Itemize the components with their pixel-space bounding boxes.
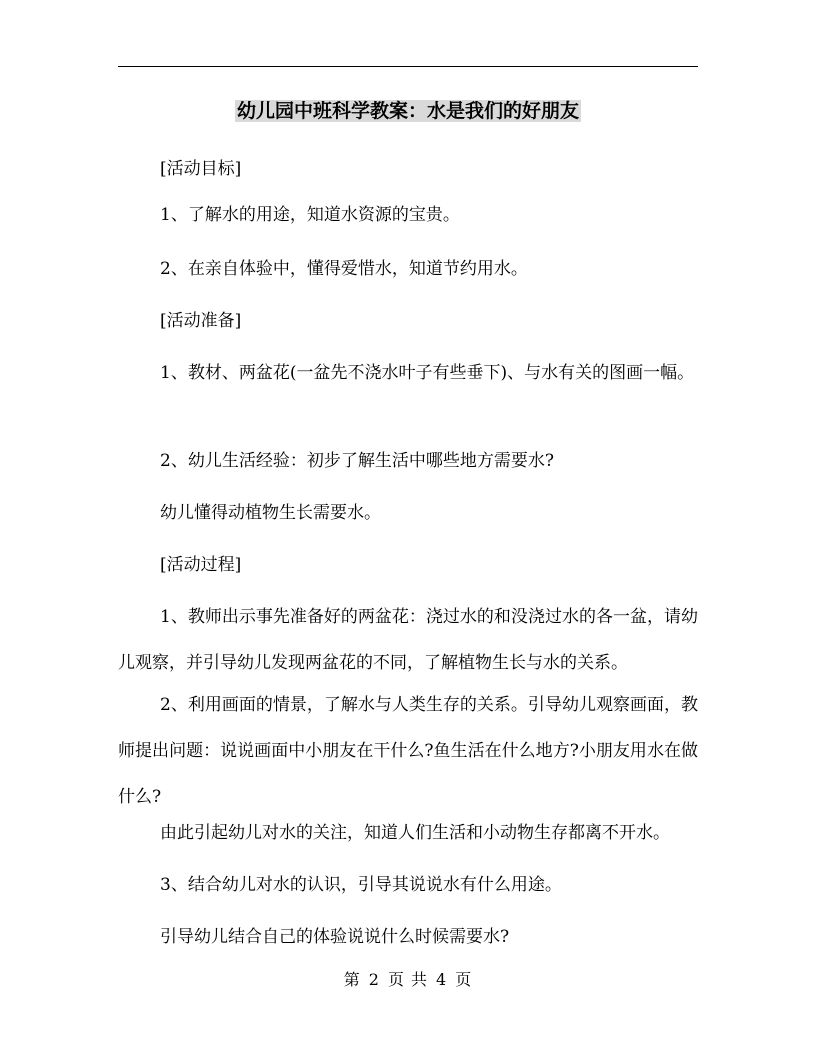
paragraph-preparation-1: 1、教材、两盆花(一盆先不浇水叶子有些垂下)、与水有关的图画一幅。 bbox=[160, 363, 695, 383]
paragraph-process-2: 2、利用画面的情景，了解水与人类生存的关系。引导幼儿观察画面，教师提出问题：说说画面中小朋友在干什么?鱼生活在什么地方?小朋友用水在做什么? bbox=[118, 695, 698, 807]
paragraph-preparation-3: 幼儿懂得动植物生长需要水。 bbox=[160, 503, 381, 523]
paragraph-heading-preparation: [活动准备] bbox=[160, 311, 242, 331]
paragraph-process-2-followup: 由此引起幼儿对水的关注，知道人们生活和小动物生存都离不开水。 bbox=[160, 823, 670, 843]
header-rule bbox=[118, 66, 698, 67]
paragraph-heading-process: [活动过程] bbox=[160, 555, 242, 575]
paragraph-goal-1: 1、了解水的用途，知道水资源的宝贵。 bbox=[160, 205, 460, 225]
document-title bbox=[0, 96, 816, 126]
paragraph-heading-goals: [活动目标] bbox=[160, 159, 242, 179]
footer-current-page: 2 bbox=[368, 970, 380, 989]
paragraph-goal-2: 2、在亲自体验中，懂得爱惜水，知道节约用水。 bbox=[160, 259, 528, 279]
document-title-text: 幼儿园中班科学教案：水是我们的好朋友 bbox=[236, 100, 579, 122]
footer-total-pages: 4 bbox=[436, 970, 448, 989]
footer-suffix: 页 bbox=[455, 970, 473, 989]
footer-prefix: 第 bbox=[343, 970, 361, 989]
paragraph-process-1: 1、教师出示事先准备好的两盆花：浇过水的和没浇过水的各一盆，请幼儿观察，并引导幼儿发现两盆花的不同，了解植物生长与水的关系。 bbox=[118, 607, 698, 673]
paragraph-preparation-2: 2、幼儿生活经验：初步了解生活中哪些地方需要水? bbox=[160, 451, 554, 471]
paragraph-process-3: 3、结合幼儿对水的认识，引导其说说水有什么用途。 bbox=[160, 875, 562, 895]
page-footer bbox=[0, 968, 816, 992]
paragraph-process-3-followup: 引导幼儿结合自己的体验说说什么时候需要水? bbox=[160, 927, 510, 947]
footer-middle: 页 共 bbox=[387, 970, 429, 989]
